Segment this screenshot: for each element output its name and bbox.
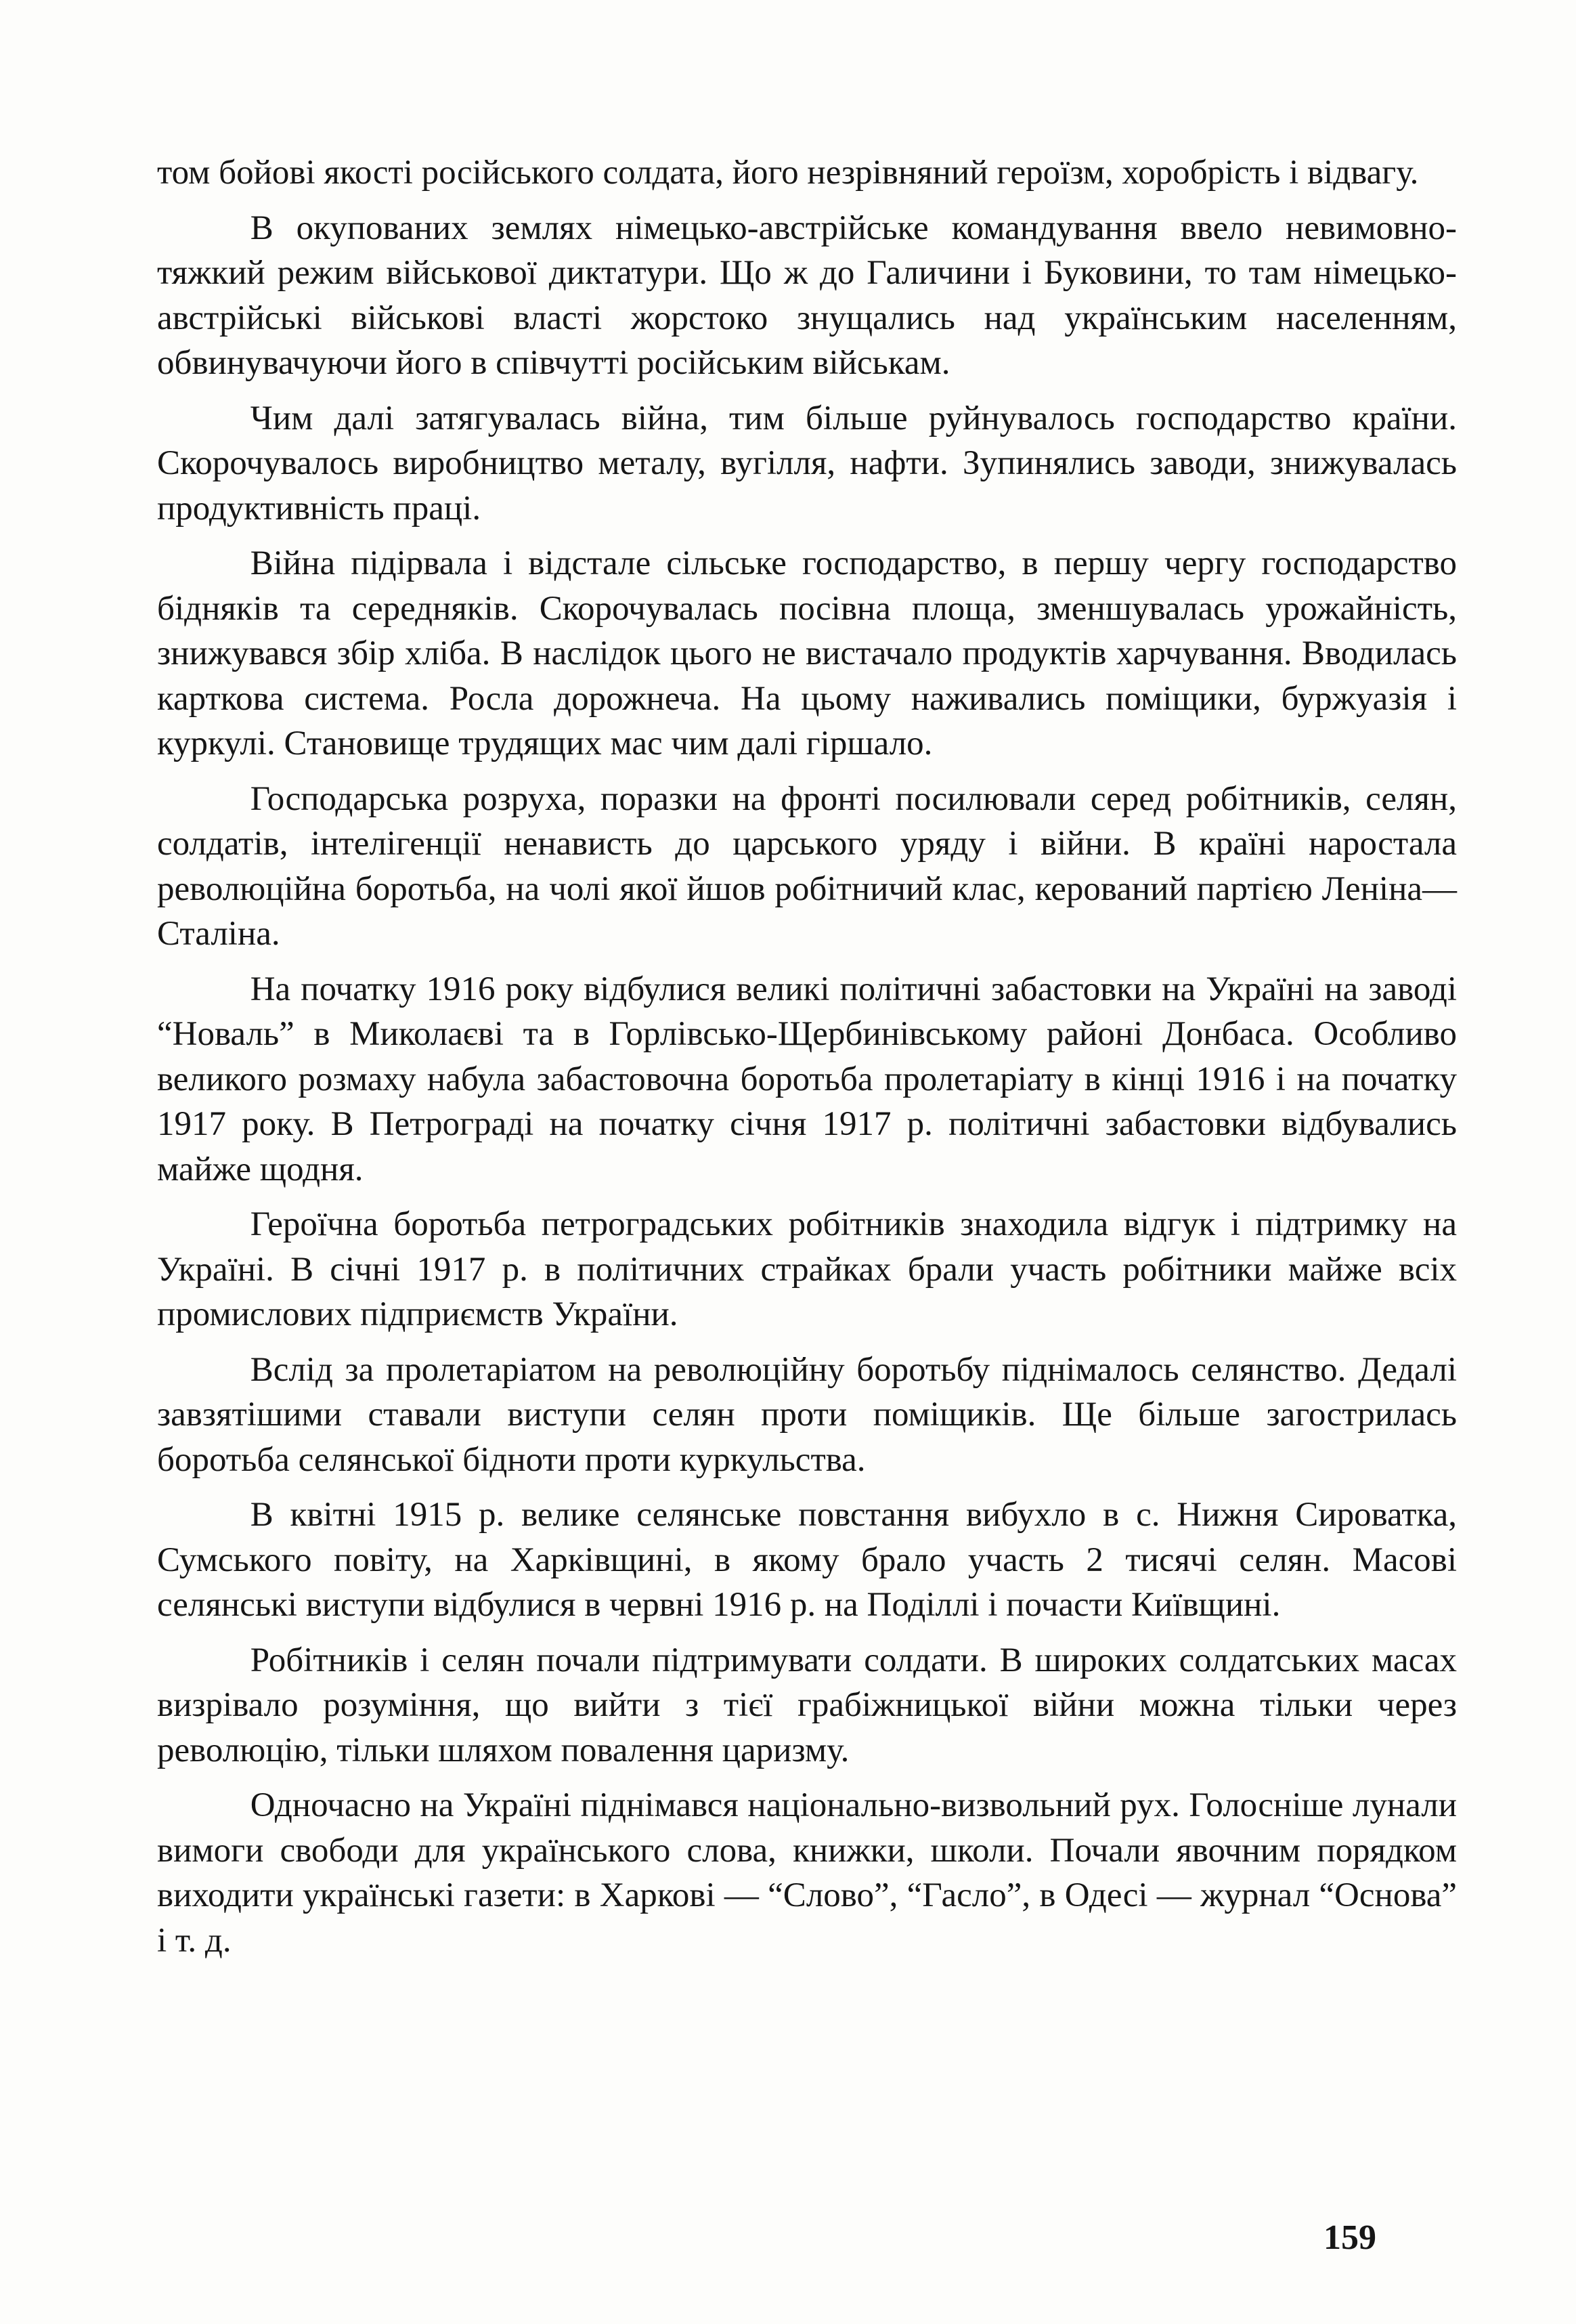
paragraph: В окупованих землях німецько-австрійське командування ввело невимовно-тяжкий режим військової диктатури. Що ж до Галичини і Буковини, то там німецько-австрійські військові власті жорстоко знущались над українським населенням, обвинувачуючи його в співчутті російським військам.	[157, 209, 1457, 382]
paragraph: Війна підірвала і відстале сільське господарство, в першу чергу господарство бідняків та середняків. Скорочувалась посівна площа, зменшувалась урожайність, знижувався збір хліба. В наслідок цього не вистачало продуктів харчування. Вводилась карткова система. Росла дорожнеча. На цьому наживались поміщики, буржуазія і куркулі. Становище трудящих мас чим далі гіршало.	[157, 544, 1457, 762]
paragraph: Одночасно на Україні піднімався національно-визвольний рух. Голосніше лунали вимоги свободи для українського слова, книжки, школи. Почали явочним порядком виходити українські газети: в Харкові — “Слово”, “Гасло”, в Одесі — журнал “Основа” і т. д.	[157, 1786, 1457, 1960]
paragraph: Робітників і селян почали підтримувати солдати. В широких солдатських масах визрівало розуміння, що вийти з тієї грабіжницької війни можна тільки через революцію, тільки шляхом повалення царизму.	[157, 1641, 1457, 1769]
paragraph: В квітні 1915 р. велике селянське повстання вибухло в с. Нижня Сироватка, Сумського повіту, на Харківщині, в якому брало участь 2 тисячі селян. Масові селянські виступи відбулися в червні 1916 р. на Поділлі і почасти Київщині.	[157, 1496, 1457, 1624]
page-number: 159	[1323, 2218, 1376, 2257]
paragraph: Господарська розруха, поразки на фронті посилювали серед робітників, селян, солдатів, інтелігенції ненависть до царського уряду і війни. В країні наростала революційна боротьба, на чолі якої йшов робітничий клас, керований партією Леніна—Сталіна.	[157, 779, 1457, 953]
paragraph: Героїчна боротьба петроградських робітників знаходила відгук і підтримку на Україні. В січні 1917 р. в політичних страйках брали участь робітники майже всіх промислових підприємств України.	[157, 1205, 1457, 1333]
paragraph: Чим далі затягувалась війна, тим більше руйнувалось господарство країни. Скорочувалось виробництво металу, вугілля, нафти. Зупинялись заводи, знижувалась продуктивність праці.	[157, 399, 1457, 528]
body-text	[157, 150, 1457, 1973]
paragraph: На початку 1916 року відбулися великі політичні забастовки на Україні на заводі “Новаль” в Миколаєві та в Горлівсько-Щербинівському районі Донбаса. Особливо великого розмаху набула забастовочна боротьба пролетаріату в кінці 1916 і на початку 1917 року. В Петрограді на початку січня 1917 р. політичні забастовки відбувались майже щодня.	[157, 970, 1457, 1188]
paragraph: том бойові якості російського солдата, його незрівняний героїзм, хоробрість і відвагу.	[157, 154, 1419, 192]
paragraph: Вслід за пролетаріатом на революційну боротьбу піднімалось селянство. Дедалі завзятішими ставали виступи селян проти поміщиків. Ще більше загострилась боротьба селянської бідноти проти куркульства.	[157, 1350, 1457, 1479]
